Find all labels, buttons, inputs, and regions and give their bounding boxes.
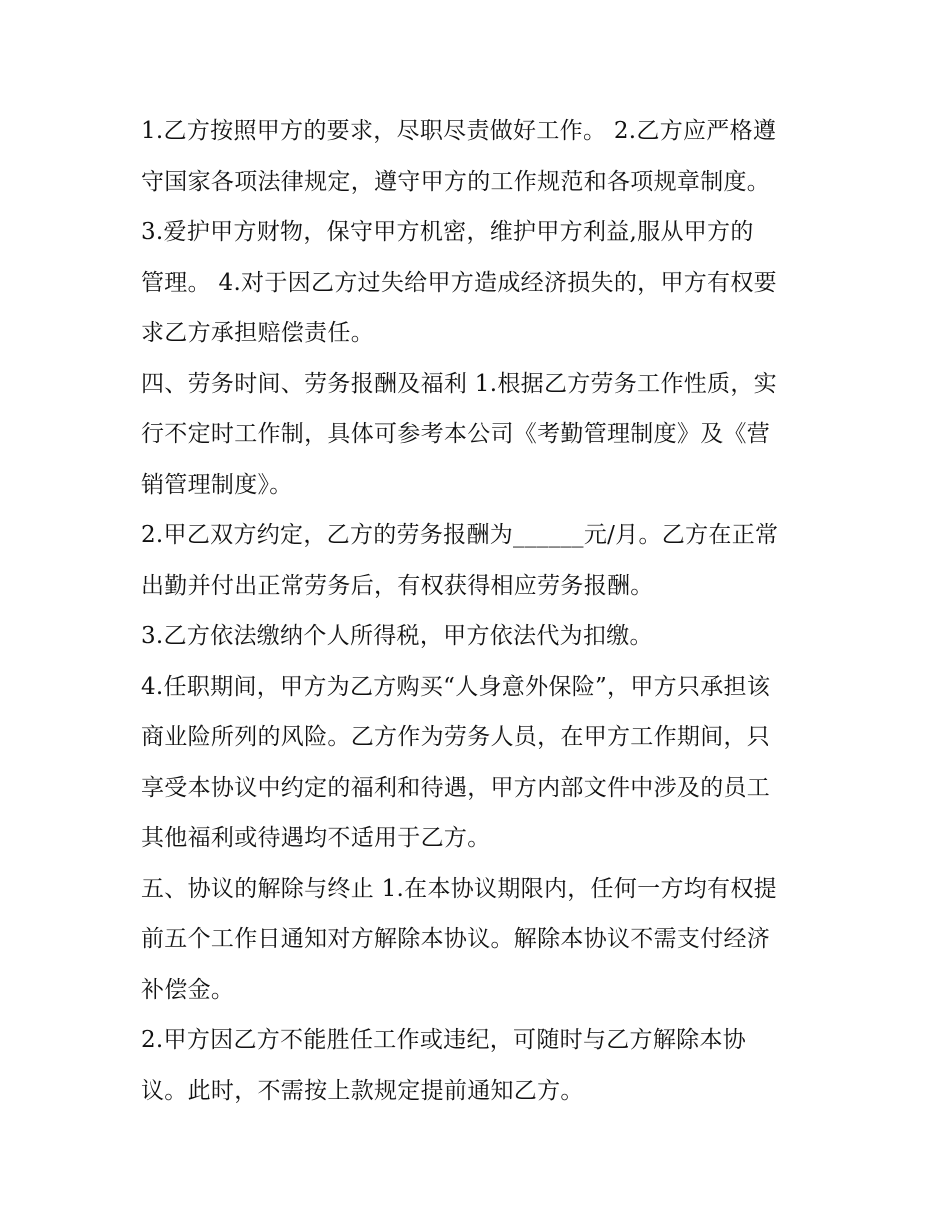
text-line: 其他福利或待遇均不适用于乙方。	[141, 825, 491, 851]
text-line: 1.乙方按照甲方的要求，尽职尽责做好工作。 2.乙方应严格遵	[141, 118, 777, 144]
paragraph-income-tax	[141, 611, 831, 662]
text-line: 3.乙方依法缴纳个人所得税，甲方依法代为扣缴。	[141, 623, 653, 649]
text-line: 守国家各项法律规定，遵守甲方的工作规范和各项规章制度。	[141, 168, 771, 195]
text-line: 2.甲方因乙方不能胜任工作或违纪，可随时与乙方解除本协	[141, 1027, 747, 1053]
text-line: 议。此时，不需按上款规定提前通知乙方。	[141, 1077, 584, 1104]
document-body	[141, 106, 831, 1116]
text-line: 行不定时工作制，具体可参考本公司《考勤管理制度》及《营	[141, 421, 771, 447]
text-line: 五、协议的解除与终止 1.在本协议期限内，任何一方均有权提	[141, 875, 777, 902]
paragraph-remuneration	[141, 510, 831, 611]
paragraph-insurance	[141, 662, 831, 864]
text-line: 管理。 4.对于因乙方过失给甲方造成经济损失的，甲方有权要	[141, 269, 777, 296]
paragraph-section-four	[141, 359, 831, 511]
text-line: 四、劳务时间、劳务报酬及福利 1.根据乙方劳务工作性质，实	[141, 370, 777, 397]
text-line: 前五个工作日通知对方解除本协议。解除本协议不需支付经济	[141, 926, 771, 952]
paragraph-duties-1-2	[141, 106, 831, 207]
text-line: 2.甲乙双方约定，乙方的劳务报酬为______元/月。乙方在正常	[141, 522, 779, 548]
paragraph-section-five	[141, 864, 831, 1016]
text-line: 出勤并付出正常劳务后，有权获得相应劳务报酬。	[141, 572, 654, 599]
text-line: 享受本协议中约定的福利和待遇，甲方内部文件中涉及的员工	[141, 774, 771, 801]
paragraph-duties-3-4	[141, 207, 831, 359]
text-line: 商业险所列的风险。乙方作为劳务人员，在甲方工作期间，只	[141, 724, 771, 750]
text-line: 求乙方承担赔偿责任。	[141, 320, 374, 346]
text-line: 补偿金。	[141, 976, 235, 1003]
text-line: 销管理制度》。	[141, 471, 293, 498]
text-line: 3.爱护甲方财物，保守甲方机密，维护甲方利益,服从甲方的	[141, 219, 754, 245]
text-line: 4.任职期间，甲方为乙方购买“人身意外保险”，甲方只承担该	[141, 673, 771, 700]
paragraph-termination	[141, 1015, 831, 1116]
